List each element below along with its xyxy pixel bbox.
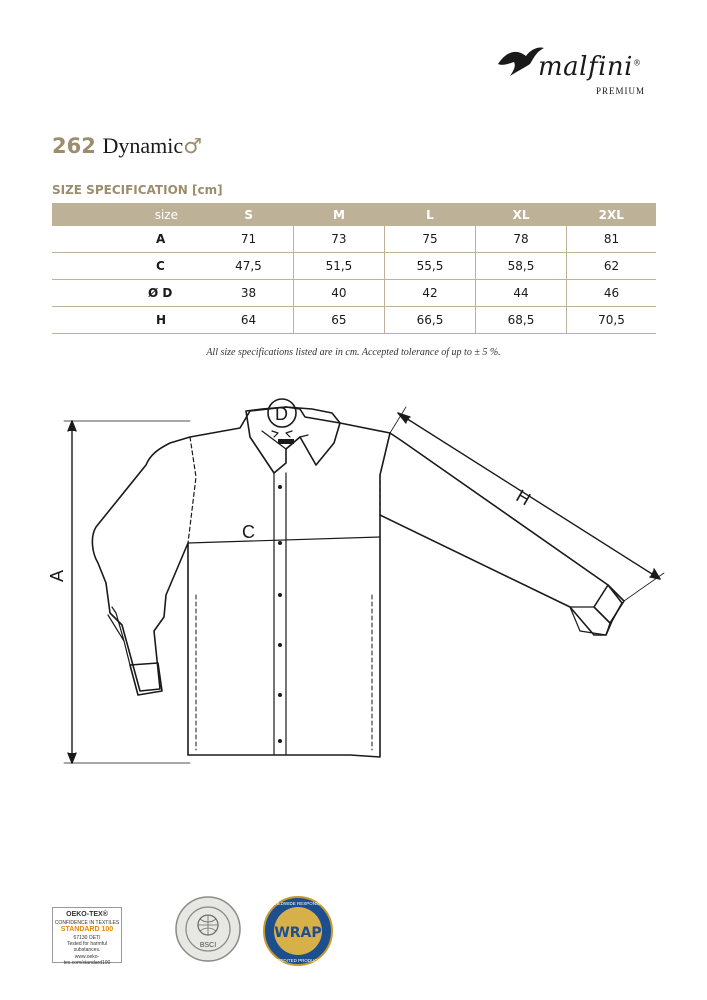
brand-line: PREMIUM [596, 86, 646, 96]
size-table [52, 203, 656, 334]
neck-label [278, 439, 294, 444]
tolerance-note: All size specifications listed are in cm. Accepted tolerance of up to ± 5 %. [206, 347, 501, 358]
svg-text:WORLDWIDE RESPONSIBLE: WORLDWIDE RESPONSIBLE [267, 901, 329, 906]
brand-wordmark: malfini® [538, 52, 642, 82]
table-cell: 81 [567, 226, 656, 253]
svg-text:BSCI: BSCI [199, 942, 217, 949]
table-row [52, 280, 656, 307]
dimension-a-label: A [47, 569, 67, 582]
shoulder-seam-left [188, 437, 196, 543]
right-cuff [594, 585, 624, 623]
front-placket [274, 473, 286, 755]
table-cell: 42 [384, 280, 475, 307]
row-spacer [52, 253, 104, 280]
svg-text:ACCREDITED PRODUCTION: ACCREDITED PRODUCTION [267, 958, 329, 963]
table-cell: 68,5 [476, 307, 567, 334]
table-cell: 58,5 [476, 253, 567, 280]
dimension-a [64, 421, 190, 763]
dimension-d-label: D [275, 404, 288, 424]
svg-text:WRAP: WRAP [274, 925, 322, 941]
dimension-h-label: H [512, 485, 535, 510]
table-cell: 62 [567, 253, 656, 280]
shirt-diagram [47, 395, 670, 775]
table-cell: 75 [384, 226, 475, 253]
table-cell: 65 [293, 307, 384, 334]
male-symbol-icon: ♂ [183, 134, 203, 158]
row-spacer [52, 307, 104, 334]
table-cell: 51,5 [293, 253, 384, 280]
product-code: 262 [52, 134, 96, 158]
size-header-row [52, 203, 656, 226]
row-label: A [104, 226, 204, 253]
table-cell: 64 [204, 307, 293, 334]
shoulder-seam-right [380, 433, 390, 515]
dimension-d-arrows [272, 431, 292, 437]
brand-logo [496, 42, 666, 102]
row-label: Ø D [104, 280, 204, 307]
wrap-badge [262, 895, 334, 967]
oeko-tex-badge: OEKO-TEX® CONFIDENCE IN TEXTILES STANDARD 100 67130 OETI Tested for harmful substances. www.oeko-tex.com/standard100 [52, 907, 122, 963]
table-cell: 44 [476, 280, 567, 307]
table-cell: 47,5 [204, 253, 293, 280]
table-cell: 38 [204, 280, 293, 307]
size-header-cell: L [384, 203, 475, 226]
placket-buttons [278, 485, 282, 743]
size-header-cell: XL [476, 203, 567, 226]
size-header-label: size [52, 203, 204, 226]
size-spec-heading: SIZE SPECIFICATION [cm] [52, 183, 223, 197]
yoke-seam [188, 537, 380, 543]
table-cell: 78 [476, 226, 567, 253]
shirt-right-sleeve [380, 433, 622, 635]
product-name: Dynamic [102, 133, 184, 158]
table-cell: 73 [293, 226, 384, 253]
table-cell: 55,5 [384, 253, 475, 280]
bsci-badge [174, 895, 242, 963]
table-cell: 46 [567, 280, 656, 307]
table-cell: 71 [204, 226, 293, 253]
row-label: H [104, 307, 204, 334]
dimension-c-label: C [242, 522, 255, 542]
table-cell: 70,5 [567, 307, 656, 334]
product-title [52, 133, 202, 159]
size-header-cell: M [293, 203, 384, 226]
table-cell: 40 [293, 280, 384, 307]
size-header-cell: S [204, 203, 293, 226]
left-cuff-placket [108, 607, 130, 665]
table-row [52, 307, 656, 334]
row-label: C [104, 253, 204, 280]
certifications [52, 895, 342, 985]
row-spacer [52, 226, 104, 253]
table-cell: 66,5 [384, 307, 475, 334]
row-spacer [52, 280, 104, 307]
table-row [52, 226, 656, 253]
table-row [52, 253, 656, 280]
size-header-cell: 2XL [567, 203, 656, 226]
shirt-body-outline [92, 407, 390, 757]
side-seam [196, 595, 372, 750]
